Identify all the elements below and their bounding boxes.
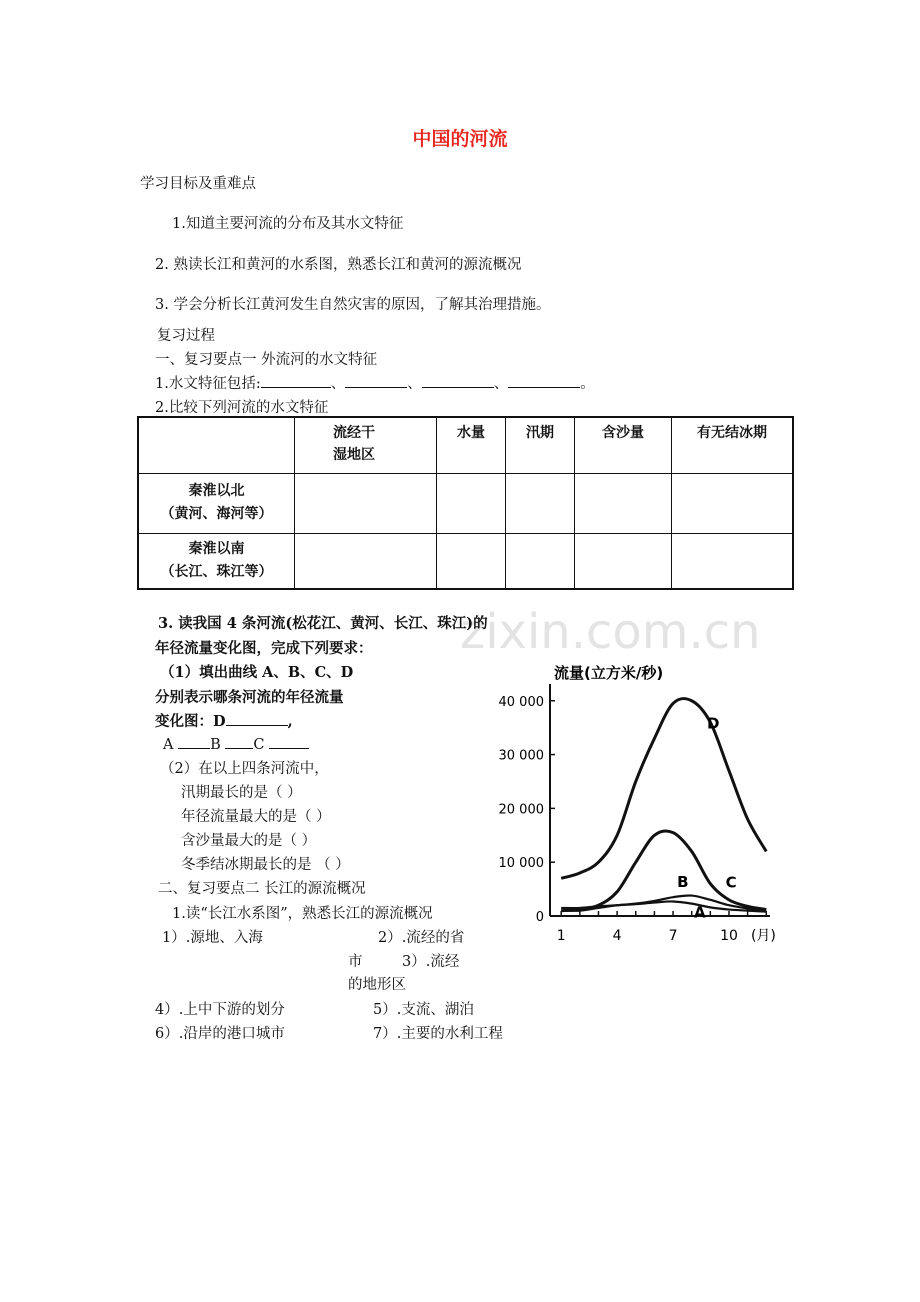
- table-row-label: 秦淮以南 （长江、珠江等）: [138, 533, 295, 589]
- q3-part2e: 冬季结冰期最长的是 （ ）: [181, 857, 350, 873]
- comparison-table: [137, 416, 794, 590]
- table-cell[interactable]: [437, 533, 506, 589]
- x-tick-label: 7: [668, 928, 678, 944]
- answer-blank[interactable]: [345, 374, 407, 388]
- table-cell[interactable]: [575, 473, 672, 533]
- x-tick-label: 10: [720, 928, 738, 944]
- question-2: 2.比较下列河流的水文特征: [155, 400, 329, 416]
- answer-blank-d[interactable]: [226, 712, 288, 726]
- answer-blank[interactable]: [508, 374, 580, 388]
- point2-item-5: 5）.支流、湖泊: [373, 1002, 474, 1018]
- point2-item-3b: 的地形区: [348, 977, 406, 993]
- sep: 、: [407, 376, 422, 392]
- point2-item-1: 1）.源地、入海: [162, 930, 263, 946]
- table-cell[interactable]: [506, 533, 575, 589]
- point2-item-2b: 市: [348, 954, 363, 970]
- y-tick-label: 10 000: [498, 856, 544, 872]
- table-header: 水量: [437, 417, 506, 473]
- point2-item-6: 6）.沿岸的港口城市: [155, 1026, 285, 1042]
- answer-blank-c[interactable]: [269, 735, 309, 749]
- table-row-label: 秦淮以北 （黄河、海河等）: [138, 473, 295, 533]
- q3-part2a: （2）在以上四条河流中，: [160, 761, 329, 777]
- question-1: [155, 372, 595, 393]
- end: 。: [580, 376, 595, 392]
- series-label-A: A: [693, 903, 706, 922]
- objective-1: 1.知道主要河流的分布及其水文特征: [172, 216, 404, 232]
- runoff-chart: [490, 656, 790, 956]
- x-unit-label: (月): [750, 928, 776, 944]
- question-1-prefix: 1.水文特征包括:: [155, 376, 261, 392]
- y-tick-label: 30 000: [498, 748, 544, 764]
- table-cell[interactable]: [295, 473, 437, 533]
- y-tick-label: 40 000: [498, 694, 544, 710]
- x-tick-label: 1: [556, 928, 566, 944]
- table-header: 含沙量: [575, 417, 672, 473]
- review-point-1: 一、复习要点一 外流河的水文特征: [155, 352, 378, 368]
- q3-part1d: A B C: [163, 735, 309, 753]
- objectives-heading: 学习目标及重难点: [140, 176, 256, 192]
- table-cell[interactable]: [295, 533, 437, 589]
- q3-line1: 3. 读我国 4 条河流(松花江、黄河、长江、珠江)的: [158, 615, 488, 632]
- y-tick-label: 20 000: [498, 802, 544, 818]
- point2-item-4: 4）.上中下游的划分: [155, 1002, 285, 1018]
- chart-ylabel: 流量(立方米/秒): [554, 664, 664, 682]
- objective-2: 2. 熟读长江和黄河的水系图，熟悉长江和黄河的源流概况: [155, 257, 522, 273]
- point2-intro: 1.读“长江水系图”，熟悉长江的源流概况: [172, 906, 433, 922]
- series-label-C: C: [725, 873, 737, 892]
- objective-3: 3. 学会分析长江黄河发生自然灾害的原因，了解其治理措施。: [155, 297, 551, 313]
- table-cell[interactable]: [506, 473, 575, 533]
- point2-item-2: 2）.流经的省: [378, 930, 465, 946]
- table-cell[interactable]: [437, 473, 506, 533]
- sep: 、: [330, 376, 346, 392]
- series-label-B: B: [677, 873, 689, 892]
- table-header: 有无结冰期: [672, 417, 794, 473]
- table-header: 汛期: [506, 417, 575, 473]
- x-tick-label: 4: [612, 928, 622, 944]
- series-line-D: [561, 699, 766, 879]
- table-corner: [138, 417, 295, 473]
- page-title: 中国的河流: [412, 128, 508, 150]
- q3-line2: 年径流量变化图，完成下列要求：: [155, 640, 373, 657]
- answer-blank-b[interactable]: [225, 735, 253, 749]
- table-cell[interactable]: [672, 533, 794, 589]
- y-tick-label: 0: [535, 910, 544, 925]
- table-cell[interactable]: [672, 473, 794, 533]
- process-heading: 复习过程: [157, 328, 215, 344]
- series-label-D: D: [707, 714, 720, 733]
- q3-part1b: 分别表示哪条河流的年径流量: [155, 689, 344, 706]
- answer-blank[interactable]: [422, 374, 494, 388]
- q3-part1c: 变化图：D ,: [155, 713, 293, 730]
- table-cell[interactable]: [575, 533, 672, 589]
- sep: 、: [493, 376, 509, 392]
- watermark: zixin.com.cn: [460, 604, 761, 660]
- q3-part2c: 年径流量最大的是（ ）: [181, 809, 331, 825]
- point2-item-7: 7）.主要的水利工程: [373, 1026, 503, 1042]
- q3-part2d: 含沙量最大的是（ ）: [181, 833, 317, 849]
- point2-item-3: 3）.流经: [402, 954, 460, 970]
- review-point-2: 二、复习要点二 长江的源流概况: [158, 881, 366, 897]
- q3-part1a: （1）填出曲线 A、B、C、D: [160, 664, 354, 681]
- table-header: 流经干 湿地区: [295, 417, 437, 473]
- answer-blank[interactable]: [261, 374, 331, 388]
- answer-blank-a[interactable]: [178, 735, 210, 749]
- q3-part2b: 汛期最长的是（ ）: [181, 785, 302, 801]
